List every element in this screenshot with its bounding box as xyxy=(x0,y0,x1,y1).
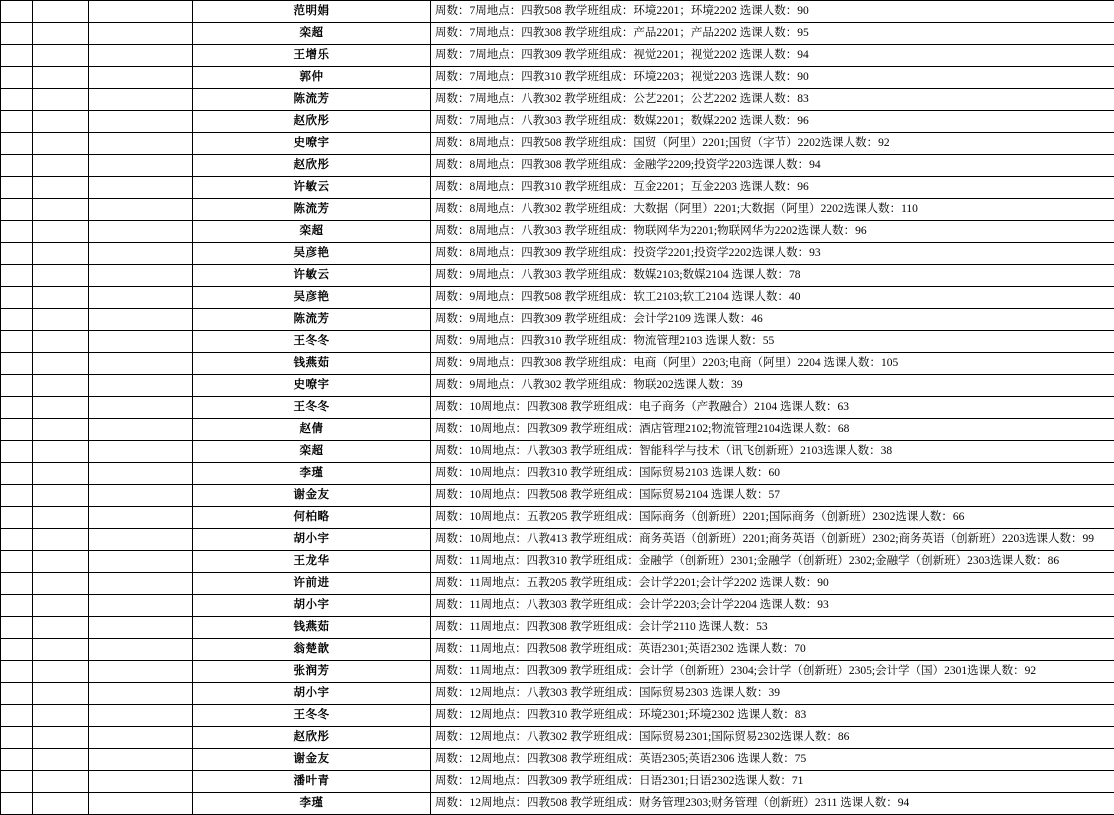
teacher-name-cell[interactable]: 王龙华 xyxy=(193,551,431,573)
course-detail-cell[interactable]: 周数：7周地点：四教309 教学班组成：视觉2201；视觉2202 选课人数：94 xyxy=(431,45,1114,67)
teacher-name-cell[interactable]: 吴彦艳 xyxy=(193,287,431,309)
teacher-name-cell[interactable]: 李瑾 xyxy=(193,793,431,815)
row-spacer-cell-c xyxy=(89,793,193,815)
course-detail-cell[interactable]: 周数：10周地点：四教508 教学班组成：国际贸易2104 选课人数：57 xyxy=(431,485,1114,507)
row-spacer-cell-b xyxy=(33,1,89,23)
row-spacer-cell-a xyxy=(1,705,33,727)
teacher-name-cell[interactable]: 潘叶青 xyxy=(193,771,431,793)
row-spacer-cell-b xyxy=(33,23,89,45)
row-spacer-cell-b xyxy=(33,133,89,155)
course-detail-cell[interactable]: 周数：11周地点：五教205 教学班组成：会计学2201;会计学2202 选课人数：90 xyxy=(431,573,1114,595)
row-spacer-cell-b xyxy=(33,287,89,309)
table-row[interactable] xyxy=(1,221,1114,243)
row-spacer-cell-b xyxy=(33,617,89,639)
row-spacer-cell-a xyxy=(1,45,33,67)
row-spacer-cell-b xyxy=(33,705,89,727)
row-spacer-cell-c xyxy=(89,45,193,67)
row-spacer-cell-b xyxy=(33,331,89,353)
teacher-name-cell[interactable]: 史嘹宇 xyxy=(193,375,431,397)
table-row[interactable] xyxy=(1,309,1114,331)
row-spacer-cell-b xyxy=(33,441,89,463)
course-detail-cell[interactable]: 周数：8周地点：四教309 教学班组成：投资学2201;投资学2202选课人数：93 xyxy=(431,243,1114,265)
course-detail-cell[interactable]: 周数：8周地点：四教310 教学班组成：互金2201；互金2203 选课人数：96 xyxy=(431,177,1114,199)
course-detail-cell[interactable]: 周数：9周地点：四教310 教学班组成：物流管理2103 选课人数：55 xyxy=(431,331,1114,353)
row-spacer-cell-b xyxy=(33,573,89,595)
teacher-name-cell[interactable]: 钱燕茹 xyxy=(193,617,431,639)
row-spacer-cell-c xyxy=(89,661,193,683)
teacher-name-cell[interactable]: 胡小宇 xyxy=(193,595,431,617)
row-spacer-cell-a xyxy=(1,551,33,573)
course-detail-cell[interactable]: 周数：7周地点：八教303 教学班组成：数媒2201；数媒2202 选课人数：96 xyxy=(431,111,1114,133)
course-detail-cell[interactable]: 周数：9周地点：八教302 教学班组成：物联202选课人数：39 xyxy=(431,375,1114,397)
course-detail-cell[interactable]: 周数：12周地点：四教310 教学班组成：环境2301;环境2302 选课人数：83 xyxy=(431,705,1114,727)
course-detail-cell[interactable]: 周数：8周地点：八教302 教学班组成：大数据（阿里）2201;大数据（阿里）2202选课人数：110 xyxy=(431,199,1114,221)
row-spacer-cell-a xyxy=(1,199,33,221)
row-spacer-cell-a xyxy=(1,727,33,749)
row-spacer-cell-a xyxy=(1,243,33,265)
table-row[interactable] xyxy=(1,639,1114,661)
teacher-name-cell[interactable]: 陈流芳 xyxy=(193,309,431,331)
table-row[interactable] xyxy=(1,485,1114,507)
row-spacer-cell-b xyxy=(33,793,89,815)
row-spacer-cell-a xyxy=(1,683,33,705)
row-spacer-cell-c xyxy=(89,353,193,375)
table-row[interactable] xyxy=(1,705,1114,727)
course-detail-cell[interactable]: 周数：11周地点：四教310 教学班组成：金融学（创新班）2301;金融学（创新班）2302;金融学（创新班）2303选课人数：86 xyxy=(431,551,1114,573)
row-spacer-cell-b xyxy=(33,463,89,485)
course-detail-cell[interactable]: 周数：10周地点：四教310 教学班组成：国际贸易2103 选课人数：60 xyxy=(431,463,1114,485)
row-spacer-cell-b xyxy=(33,419,89,441)
row-spacer-cell-a xyxy=(1,485,33,507)
row-spacer-cell-b xyxy=(33,397,89,419)
course-detail-cell[interactable]: 周数：8周地点：八教303 教学班组成：物联网华为2201;物联网华为2202选课人数：96 xyxy=(431,221,1114,243)
row-spacer-cell-c xyxy=(89,177,193,199)
row-spacer-cell-b xyxy=(33,727,89,749)
row-spacer-cell-a xyxy=(1,265,33,287)
table-row[interactable] xyxy=(1,419,1114,441)
row-spacer-cell-a xyxy=(1,221,33,243)
course-detail-cell[interactable]: 周数：12周地点：四教308 教学班组成：英语2305;英语2306 选课人数：75 xyxy=(431,749,1114,771)
row-spacer-cell-a xyxy=(1,375,33,397)
row-spacer-cell-c xyxy=(89,573,193,595)
teacher-name-cell[interactable]: 史嘹宇 xyxy=(193,133,431,155)
table-row[interactable] xyxy=(1,23,1114,45)
row-spacer-cell-b xyxy=(33,353,89,375)
course-detail-cell[interactable]: 周数：7周地点：四教508 教学班组成：环境2201；环境2202 选课人数：90 xyxy=(431,1,1114,23)
row-spacer-cell-a xyxy=(1,287,33,309)
table-row[interactable] xyxy=(1,1,1114,23)
course-detail-cell[interactable]: 周数：11周地点：四教508 教学班组成：英语2301;英语2302 选课人数：70 xyxy=(431,639,1114,661)
table-row[interactable] xyxy=(1,463,1114,485)
table-row[interactable] xyxy=(1,375,1114,397)
row-spacer-cell-c xyxy=(89,485,193,507)
row-spacer-cell-c xyxy=(89,705,193,727)
row-spacer-cell-a xyxy=(1,771,33,793)
row-spacer-cell-c xyxy=(89,111,193,133)
row-spacer-cell-a xyxy=(1,353,33,375)
teacher-name-cell[interactable]: 范明娟 xyxy=(193,1,431,23)
teacher-name-cell[interactable]: 赵欣彤 xyxy=(193,111,431,133)
row-spacer-cell-a xyxy=(1,309,33,331)
teacher-name-cell[interactable]: 郭仲 xyxy=(193,67,431,89)
row-spacer-cell-c xyxy=(89,133,193,155)
row-spacer-cell-b xyxy=(33,155,89,177)
row-spacer-cell-a xyxy=(1,1,33,23)
teacher-name-cell[interactable]: 栾超 xyxy=(193,23,431,45)
row-spacer-cell-c xyxy=(89,749,193,771)
table-row[interactable] xyxy=(1,617,1114,639)
course-detail-cell[interactable]: 周数：12周地点：四教508 教学班组成：财务管理2303;财务管理（创新班）2311 选课人数：94 xyxy=(431,793,1114,815)
row-spacer-cell-c xyxy=(89,331,193,353)
course-detail-cell[interactable]: 周数：10周地点：四教309 教学班组成：酒店管理2102;物流管理2104选课人数：68 xyxy=(431,419,1114,441)
teacher-name-cell[interactable]: 王冬冬 xyxy=(193,705,431,727)
row-spacer-cell-a xyxy=(1,331,33,353)
row-spacer-cell-a xyxy=(1,111,33,133)
course-detail-cell[interactable]: 周数：12周地点：八教302 教学班组成：国际贸易2301;国际贸易2302选课人数：86 xyxy=(431,727,1114,749)
table-row[interactable] xyxy=(1,793,1114,815)
row-spacer-cell-c xyxy=(89,441,193,463)
teacher-name-cell[interactable]: 吴彦艳 xyxy=(193,243,431,265)
row-spacer-cell-c xyxy=(89,243,193,265)
course-detail-cell[interactable]: 周数：9周地点：四教308 教学班组成：电商（阿里）2203;电商（阿里）2204 选课人数：105 xyxy=(431,353,1114,375)
row-spacer-cell-c xyxy=(89,419,193,441)
row-spacer-cell-c xyxy=(89,595,193,617)
row-spacer-cell-a xyxy=(1,661,33,683)
row-spacer-cell-a xyxy=(1,529,33,551)
teacher-name-cell[interactable]: 何柏略 xyxy=(193,507,431,529)
row-spacer-cell-c xyxy=(89,771,193,793)
teacher-name-cell[interactable]: 许敏云 xyxy=(193,177,431,199)
teacher-name-cell[interactable]: 许敏云 xyxy=(193,265,431,287)
row-spacer-cell-c xyxy=(89,463,193,485)
table-row[interactable] xyxy=(1,573,1114,595)
table-row[interactable] xyxy=(1,199,1114,221)
row-spacer-cell-c xyxy=(89,155,193,177)
row-spacer-cell-b xyxy=(33,89,89,111)
row-spacer-cell-b xyxy=(33,529,89,551)
row-spacer-cell-a xyxy=(1,463,33,485)
table-row[interactable] xyxy=(1,353,1114,375)
row-spacer-cell-b xyxy=(33,309,89,331)
teacher-name-cell[interactable]: 赵欣彤 xyxy=(193,155,431,177)
row-spacer-cell-b xyxy=(33,67,89,89)
row-spacer-cell-b xyxy=(33,507,89,529)
row-spacer-cell-b xyxy=(33,221,89,243)
course-detail-cell[interactable]: 周数：7周地点：四教310 教学班组成：环境2203；视觉2203 选课人数：90 xyxy=(431,67,1114,89)
course-detail-cell[interactable]: 周数：10周地点：八教413 教学班组成：商务英语（创新班）2201;商务英语（创新班）2302;商务英语（创新班）2203选课人数：99 xyxy=(431,529,1114,551)
table-body xyxy=(1,1,1114,815)
row-spacer-cell-a xyxy=(1,573,33,595)
row-spacer-cell-c xyxy=(89,397,193,419)
row-spacer-cell-c xyxy=(89,507,193,529)
row-spacer-cell-a xyxy=(1,595,33,617)
row-spacer-cell-c xyxy=(89,309,193,331)
row-spacer-cell-b xyxy=(33,243,89,265)
row-spacer-cell-a xyxy=(1,89,33,111)
course-detail-cell[interactable]: 周数：8周地点：四教508 教学班组成：国贸（阿里）2201;国贸（字节）2202选课人数：92 xyxy=(431,133,1114,155)
row-spacer-cell-a xyxy=(1,749,33,771)
table-row[interactable] xyxy=(1,441,1114,463)
row-spacer-cell-c xyxy=(89,67,193,89)
row-spacer-cell-b xyxy=(33,749,89,771)
course-detail-cell[interactable]: 周数：10周地点：五教205 教学班组成：国际商务（创新班）2201;国际商务（创新班）2302选课人数：66 xyxy=(431,507,1114,529)
course-detail-cell[interactable]: 周数：9周地点：四教309 教学班组成：会计学2109 选课人数：46 xyxy=(431,309,1114,331)
course-detail-cell[interactable]: 周数：8周地点：四教308 教学班组成：金融学2209;投资学2203选课人数：94 xyxy=(431,155,1114,177)
table-row[interactable] xyxy=(1,683,1114,705)
table-row[interactable] xyxy=(1,155,1114,177)
row-spacer-cell-b xyxy=(33,45,89,67)
course-detail-cell[interactable]: 周数：12周地点：四教309 教学班组成：日语2301;日语2302选课人数：71 xyxy=(431,771,1114,793)
row-spacer-cell-a xyxy=(1,133,33,155)
table-row[interactable] xyxy=(1,243,1114,265)
table-row[interactable] xyxy=(1,133,1114,155)
teacher-name-cell[interactable]: 胡小宇 xyxy=(193,683,431,705)
table-row[interactable] xyxy=(1,397,1114,419)
row-spacer-cell-a xyxy=(1,23,33,45)
row-spacer-cell-c xyxy=(89,1,193,23)
row-spacer-cell-c xyxy=(89,221,193,243)
teacher-name-cell[interactable]: 胡小宇 xyxy=(193,529,431,551)
course-detail-cell[interactable]: 周数：9周地点：八教303 教学班组成：数媒2103;数媒2104 选课人数：78 xyxy=(431,265,1114,287)
row-spacer-cell-c xyxy=(89,199,193,221)
row-spacer-cell-a xyxy=(1,639,33,661)
course-detail-cell[interactable]: 周数：10周地点：四教308 教学班组成：电子商务（产教融合）2104 选课人数：63 xyxy=(431,397,1114,419)
row-spacer-cell-b xyxy=(33,661,89,683)
row-spacer-cell-c xyxy=(89,265,193,287)
course-detail-cell[interactable]: 周数：11周地点：四教308 教学班组成：会计学2110 选课人数：53 xyxy=(431,617,1114,639)
teacher-name-cell[interactable]: 钱燕茹 xyxy=(193,353,431,375)
row-spacer-cell-b xyxy=(33,177,89,199)
table-row[interactable] xyxy=(1,771,1114,793)
row-spacer-cell-c xyxy=(89,617,193,639)
row-spacer-cell-c xyxy=(89,529,193,551)
table-row[interactable] xyxy=(1,67,1114,89)
row-spacer-cell-a xyxy=(1,177,33,199)
row-spacer-cell-a xyxy=(1,67,33,89)
table-row[interactable] xyxy=(1,595,1114,617)
teacher-name-cell[interactable]: 王冬冬 xyxy=(193,397,431,419)
row-spacer-cell-a xyxy=(1,441,33,463)
row-spacer-cell-c xyxy=(89,639,193,661)
row-spacer-cell-c xyxy=(89,23,193,45)
row-spacer-cell-b xyxy=(33,375,89,397)
teacher-name-cell[interactable]: 翁楚歆 xyxy=(193,639,431,661)
row-spacer-cell-a xyxy=(1,155,33,177)
row-spacer-cell-c xyxy=(89,375,193,397)
teacher-name-cell[interactable]: 许前进 xyxy=(193,573,431,595)
row-spacer-cell-b xyxy=(33,485,89,507)
table-row[interactable] xyxy=(1,89,1114,111)
teacher-name-cell[interactable]: 李瑾 xyxy=(193,463,431,485)
teacher-name-cell[interactable]: 陈流芳 xyxy=(193,199,431,221)
course-detail-cell[interactable]: 周数：11周地点：八教303 教学班组成：会计学2203;会计学2204 选课人数：93 xyxy=(431,595,1114,617)
row-spacer-cell-b xyxy=(33,111,89,133)
table-row[interactable] xyxy=(1,727,1114,749)
teacher-name-cell[interactable]: 谢金友 xyxy=(193,749,431,771)
table-row[interactable] xyxy=(1,661,1114,683)
table-row[interactable] xyxy=(1,111,1114,133)
course-detail-cell[interactable]: 周数：10周地点：八教303 教学班组成：智能科学与技术（讯飞创新班）2103选课人数：38 xyxy=(431,441,1114,463)
row-spacer-cell-b xyxy=(33,771,89,793)
table-row[interactable] xyxy=(1,287,1114,309)
row-spacer-cell-a xyxy=(1,419,33,441)
table-row[interactable] xyxy=(1,749,1114,771)
row-spacer-cell-b xyxy=(33,639,89,661)
teacher-name-cell[interactable]: 栾超 xyxy=(193,221,431,243)
course-detail-cell[interactable]: 周数：7周地点：八教302 教学班组成：公艺2201；公艺2202 选课人数：83 xyxy=(431,89,1114,111)
row-spacer-cell-c xyxy=(89,551,193,573)
table-row[interactable] xyxy=(1,529,1114,551)
row-spacer-cell-a xyxy=(1,617,33,639)
row-spacer-cell-b xyxy=(33,595,89,617)
course-detail-cell[interactable]: 周数：9周地点：四教508 教学班组成：软工2103;软工2104 选课人数：40 xyxy=(431,287,1114,309)
course-detail-cell[interactable]: 周数：7周地点：四教308 教学班组成：产品2201；产品2202 选课人数：95 xyxy=(431,23,1114,45)
row-spacer-cell-a xyxy=(1,793,33,815)
teacher-name-cell[interactable]: 陈流芳 xyxy=(193,89,431,111)
table-row[interactable] xyxy=(1,507,1114,529)
row-spacer-cell-c xyxy=(89,287,193,309)
row-spacer-cell-a xyxy=(1,507,33,529)
teacher-name-cell[interactable]: 赵倩 xyxy=(193,419,431,441)
row-spacer-cell-b xyxy=(33,551,89,573)
row-spacer-cell-a xyxy=(1,397,33,419)
table-row[interactable] xyxy=(1,45,1114,67)
table-row[interactable] xyxy=(1,331,1114,353)
row-spacer-cell-b xyxy=(33,265,89,287)
row-spacer-cell-c xyxy=(89,683,193,705)
table-row[interactable] xyxy=(1,551,1114,573)
teacher-name-cell[interactable]: 王增乐 xyxy=(193,45,431,67)
course-detail-cell[interactable]: 周数：11周地点：四教309 教学班组成：会计学（创新班）2304;会计学（创新班）2305;会计学（国）2301选课人数：92 xyxy=(431,661,1114,683)
table-row[interactable] xyxy=(1,177,1114,199)
table-row[interactable] xyxy=(1,265,1114,287)
teacher-name-cell[interactable]: 谢金友 xyxy=(193,485,431,507)
row-spacer-cell-c xyxy=(89,727,193,749)
teacher-name-cell[interactable]: 张润芳 xyxy=(193,661,431,683)
row-spacer-cell-b xyxy=(33,199,89,221)
row-spacer-cell-c xyxy=(89,89,193,111)
teacher-name-cell[interactable]: 赵欣彤 xyxy=(193,727,431,749)
teacher-name-cell[interactable]: 栾超 xyxy=(193,441,431,463)
row-spacer-cell-b xyxy=(33,683,89,705)
teacher-name-cell[interactable]: 王冬冬 xyxy=(193,331,431,353)
course-detail-cell[interactable]: 周数：12周地点：八教303 教学班组成：国际贸易2303 选课人数：39 xyxy=(431,683,1114,705)
